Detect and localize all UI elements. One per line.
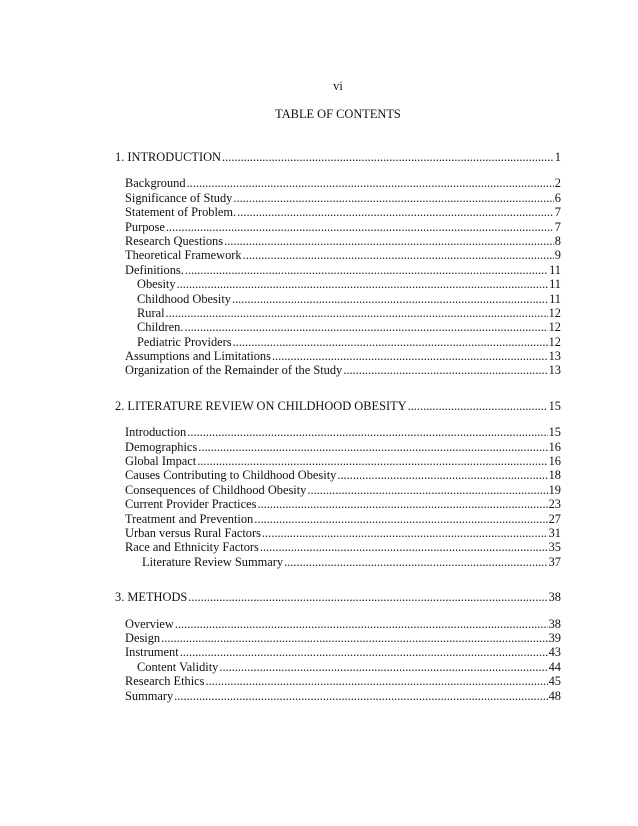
toc-entry-label: Content Validity (137, 659, 219, 674)
dot-leader (175, 617, 548, 631)
dot-leader (222, 150, 554, 164)
dot-leader (174, 689, 547, 703)
toc-entry-page: 13 (548, 363, 561, 378)
toc-entry-row (115, 454, 561, 468)
toc-entry-page: 12 (548, 320, 561, 335)
toc-entry-row (115, 220, 561, 234)
toc-entry-page: 11 (549, 291, 561, 306)
toc-entry-row (115, 674, 561, 688)
toc-entry-label: 2. LITERATURE REVIEW ON CHILDHOOD OBESITY (115, 398, 407, 413)
toc-entry-row (115, 263, 561, 277)
dot-leader (166, 306, 548, 320)
toc-entry-page: 2 (554, 176, 561, 191)
toc-entry-row (115, 526, 561, 540)
toc-entry-page: 9 (554, 248, 561, 263)
toc-entry-label: Purpose (125, 219, 165, 234)
toc-entry-row (115, 292, 561, 306)
dot-leader (233, 191, 553, 205)
toc-entry-page: 18 (548, 468, 561, 483)
toc-entry-row (115, 349, 561, 363)
toc-entry-label: Treatment and Prevention (125, 511, 254, 526)
toc-entry-label: Overview (125, 616, 174, 631)
toc-entry-row (115, 440, 561, 454)
toc-entry-row (115, 555, 561, 569)
toc-entry-label: Background (125, 176, 186, 191)
dot-leader (187, 425, 547, 439)
toc-entry-label: Introduction (125, 425, 187, 440)
dot-leader (180, 645, 548, 659)
toc-entry-row (115, 617, 561, 631)
dot-leader (197, 454, 547, 468)
toc-entry-page: 6 (554, 190, 561, 205)
toc-entry-label: Children. (137, 320, 184, 335)
toc-entry-label: Pediatric Providers (137, 334, 232, 349)
toc-entry-page: 13 (548, 349, 561, 364)
dot-leader (254, 512, 547, 526)
toc-entry-label: Summary (125, 688, 174, 703)
toc-entry-page: 8 (554, 233, 561, 248)
dot-leader (219, 660, 547, 674)
toc-entry-page: 23 (548, 497, 561, 512)
dot-leader (177, 277, 549, 291)
dot-leader (337, 468, 547, 482)
toc-entry-page: 39 (548, 630, 561, 645)
toc-entry-row (115, 645, 561, 659)
toc-entry-page: 38 (548, 616, 561, 631)
toc-entry-page: 12 (548, 334, 561, 349)
toc-entry-label: Rural (137, 305, 165, 320)
toc-entry-page: 7 (554, 205, 561, 220)
toc-entry-row (115, 660, 561, 674)
dot-leader (232, 292, 548, 306)
toc-entry-label: Global Impact (125, 454, 197, 469)
toc-entry-page: 16 (548, 454, 561, 469)
toc-entry-label: 3. METHODS (115, 590, 188, 605)
dot-leader (237, 205, 554, 219)
page-title: TABLE OF CONTENTS (275, 107, 401, 121)
toc-entry-row (115, 483, 561, 497)
toc-entry-row (115, 497, 561, 511)
toc-entry-page: 48 (548, 688, 561, 703)
toc-entry-page: 11 (549, 262, 561, 277)
toc-entry-page: 15 (548, 425, 561, 440)
toc-entry-label: Significance of Study (125, 190, 233, 205)
toc-entry-page: 31 (548, 525, 561, 540)
toc-entry-label: Definitions. (125, 262, 184, 277)
dot-leader (224, 234, 554, 248)
dot-leader (262, 526, 548, 540)
toc-entry-row (115, 176, 561, 190)
toc-entry-row (115, 363, 561, 377)
dot-leader (184, 320, 547, 334)
toc-chapter-row (115, 399, 561, 413)
toc-entry-label: Design (125, 630, 161, 645)
toc-entry-label: Assumptions and Limitations (125, 349, 271, 364)
toc-entry-label: Literature Review Summary (142, 554, 284, 569)
toc-entry-row (115, 234, 561, 248)
dot-leader (272, 349, 548, 363)
toc-entry-label: 1. INTRODUCTION (115, 150, 221, 164)
toc-entry-label: Organization of the Remainder of the Study (125, 363, 343, 378)
toc-entry-page: 35 (548, 540, 561, 555)
dot-leader (233, 335, 548, 349)
toc-entry-row (115, 689, 561, 703)
toc-entry-page: 16 (548, 439, 561, 454)
table-of-contents (115, 150, 561, 703)
dot-leader (243, 248, 554, 262)
dot-leader (185, 263, 548, 277)
toc-entry-row (115, 277, 561, 291)
toc-entry-page: 11 (549, 277, 561, 292)
toc-entry-page: 38 (548, 590, 561, 605)
toc-entry-row (115, 468, 561, 482)
toc-entry-label: Theoretical Framework (125, 248, 242, 263)
toc-entry-page: 44 (548, 659, 561, 674)
toc-entry-page: 43 (548, 645, 561, 660)
toc-entry-row (115, 191, 561, 205)
toc-chapter-row (115, 590, 561, 604)
toc-chapter-row (115, 150, 561, 164)
toc-entry-row (115, 205, 561, 219)
toc-entry-label: Childhood Obesity (137, 291, 231, 306)
toc-entry-page: 1 (554, 150, 561, 164)
dot-leader (161, 631, 548, 645)
toc-entry-label: Research Ethics (125, 674, 205, 689)
toc-entry-label: Current Provider Practices (125, 497, 257, 512)
toc-entry-label: Research Questions (125, 233, 224, 248)
toc-entry-row (115, 306, 561, 320)
toc-entry-page: 15 (548, 398, 561, 413)
toc-entry-page: 37 (548, 554, 561, 569)
toc-entry-label: Urban versus Rural Factors (125, 525, 261, 540)
toc-entry-page: 27 (548, 511, 561, 526)
toc-entry-label: Demographics (125, 439, 198, 454)
toc-entry-page: 12 (548, 305, 561, 320)
toc-entry-row (115, 631, 561, 645)
dot-leader (205, 674, 547, 688)
toc-entry-label: Statement of Problem. (125, 205, 237, 220)
dot-leader (408, 399, 548, 413)
dot-leader (198, 440, 547, 454)
toc-entry-label: Obesity (137, 277, 176, 292)
toc-entry-label: Race and Ethnicity Factors (125, 540, 259, 555)
toc-entry-label: Causes Contributing to Childhood Obesity (125, 468, 337, 483)
toc-entry-row (115, 320, 561, 334)
dot-leader (166, 220, 554, 234)
toc-entry-row (115, 335, 561, 349)
dot-leader (187, 176, 554, 190)
toc-entry-page: 7 (554, 219, 561, 234)
dot-leader (257, 497, 547, 511)
toc-entry-row (115, 248, 561, 262)
toc-entry-label: Consequences of Childhood Obesity (125, 482, 307, 497)
dot-leader (343, 363, 547, 377)
toc-entry-page: 19 (548, 482, 561, 497)
toc-entry-row (115, 425, 561, 439)
toc-entry-row (115, 540, 561, 554)
page-number: vi (333, 79, 343, 93)
dot-leader (307, 483, 547, 497)
toc-entry-label: Instrument (125, 645, 179, 660)
toc-entry-page: 45 (548, 674, 561, 689)
toc-entry-row (115, 512, 561, 526)
dot-leader (188, 590, 547, 604)
dot-leader (284, 555, 548, 569)
dot-leader (260, 540, 548, 554)
